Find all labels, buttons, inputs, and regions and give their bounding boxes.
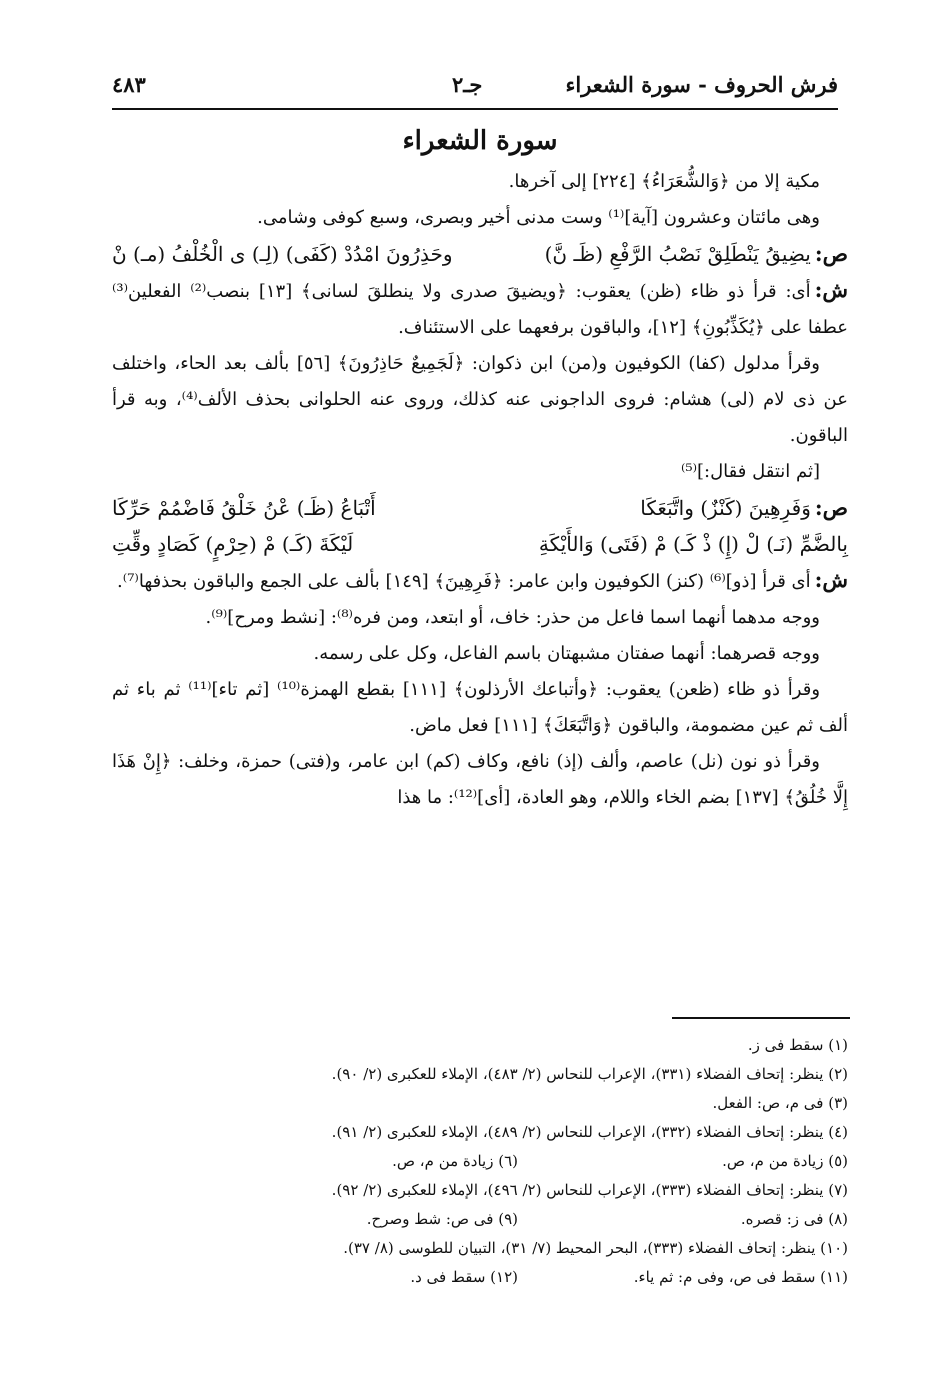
verse-second-hemistich: وحَذِرُونَ امْدُدْ (كَفَى) (لِـ) ى الْخُلْفُ (مـ) نْ — [112, 242, 453, 266]
verse-first-hemistich — [545, 236, 848, 272]
running-header — [112, 66, 838, 106]
commentary-label: ش: — [814, 567, 848, 592]
footnote: (١٢) سقط فى د. — [410, 1268, 518, 1286]
verse-text: يضِيقُ يَنْطَلِقْ نَصْبُ الرَّفْعِ (ظَـ نَّ) — [544, 242, 811, 266]
footnote-separator — [672, 1017, 850, 1019]
paragraph: مكية إلا من ﴿وَالشُّعَرَاءُ﴾ [٢٢٤] إلى آخرها. — [508, 171, 820, 192]
poem-verse — [112, 236, 848, 272]
footnote-pair — [112, 1263, 848, 1292]
verse-text: وَفَرِهِينَ (كَنْزٌ) واتَّبَعَكَا — [640, 496, 811, 520]
paragraph: وقرأ مدلول (كفا) الكوفيون و(من) ابن ذكوان: ﴿لَجَمِيعٌ حَاذِرُونَ﴾ [٥٦] بألف بعد الحاء، واختلف عن ذى لام (لى) هشام: فروى الداجونى عنه كذلك، وروى عنه الحلوانى بحذف الألف⁽⁴⁾، وبه قرأ الباقون. — [112, 353, 848, 446]
footnote: (٨) فى ز: قصره. — [740, 1210, 848, 1228]
footnote: (٣) فى م، ص: الفعل. — [712, 1094, 848, 1112]
poem-verse — [112, 526, 848, 562]
commentary-text: أى قرأ [ذو]⁽⁶⁾ (كنز) الكوفيون وابن عامر: ﴿فَرِهِينَ﴾ [١٤٩] بألف على الجمع والباقون بحذفها⁽⁷⁾. — [117, 571, 811, 592]
footnote-pair — [112, 1147, 848, 1176]
header-title: فرش الحروف - سورة الشعراء — [565, 72, 838, 97]
footnotes — [112, 1031, 848, 1292]
verse-first-hemistich: بِالضَّمِّ (نَـ) لْ (إِ) ذْ كَـ) مْ (فَتَى) وَالأَيْكَةِ — [538, 532, 848, 556]
footnote: (٥) زيادة من م، ص. — [722, 1152, 848, 1170]
header-rule — [112, 108, 838, 110]
paragraph: وقرأ ذو ظاء (ظعن) يعقوب: ﴿وأتباعك الأرذلون﴾ [١١١] بقطع الهمزة⁽¹⁰⁾ [ثم تاء]⁽¹¹⁾ ثم باء ثم ألف ثم عين مضمومة، والباقون ﴿وَاتَّبَعَكَ﴾ [١١١] فعل ماض. — [112, 679, 848, 736]
footnote: (١) سقط فى ز. — [747, 1036, 848, 1054]
footnote: (١٠) ينظر: إتحاف الفضلاء (٣٣٣)، البحر المحيط (٧/ ٣١)، التبيان للطوسى (٨/ ٣٧). — [343, 1239, 848, 1257]
verse-label: ص: — [814, 241, 848, 266]
poem-verse — [112, 490, 848, 526]
verse-label: ص: — [814, 495, 848, 520]
sura-title: سورة الشعراء — [402, 126, 558, 156]
commentary-paragraph — [112, 562, 848, 600]
header-volume: جـ٢ — [452, 72, 483, 97]
paragraph: [ثم انتقل فقال:]⁽⁵⁾ — [680, 461, 820, 482]
paragraph: وهى مائتان وعشرون [آية]⁽¹⁾ وست مدنى أخير وبصرى، وسبع كوفى وشامى. — [257, 207, 820, 228]
paragraph: ووجه قصرهما: أنهما صفتان مشبهتان باسم الفاعل، وكل على رسمه. — [313, 643, 820, 664]
footnote: (١١) سقط فى ص، وفى م: ثم ياء. — [633, 1268, 848, 1286]
verse-second-hemistich: أَتْبَاعُ (ظَـ) عْنُ خَلْقُ فَاضْمُمْ حَرِّكَا — [112, 496, 376, 520]
paragraph: وقرأ ذو نون (نل) عاصم، وألف (إذ) نافع، وكاف (كم) ابن عامر، و(فتى) حمزة، وخلف: ﴿إِنْ هَذَا إِلَّا خُلُقُ﴾ [١٣٧] بضم الخاء واللام، وهو العادة، [أى]⁽¹²⁾: ما هذا — [112, 751, 848, 808]
footnote: (٧) ينظر: إتحاف الفضلاء (٣٣٣)، الإعراب للنحاس (٢/ ٤٩٦)، الإملاء للعكبرى (٢/ ٩٢). — [331, 1181, 848, 1199]
footnote: (٩) فى ص: شط وصرح. — [366, 1210, 518, 1228]
footnote: (٤) ينظر: إتحاف الفضلاء (٣٣٢)، الإعراب للنحاس (٢/ ٤٨٩)، الإملاء للعكبرى (٢/ ٩١). — [331, 1123, 848, 1141]
commentary-text: أى: قرأ ذو ظاء (ظن) يعقوب: ﴿ويضيقَ صدرى ولا ينطلقَ لسانى﴾ [١٣] بنصب⁽²⁾ الفعلين⁽³⁾ عطفا على ﴿يُكَذِّبُونِ﴾ [١٢]، والباقون برفعهما على الاستئناف. — [112, 281, 848, 338]
footnote: (٦) زيادة من م، ص. — [392, 1152, 518, 1170]
commentary-paragraph — [112, 272, 848, 346]
paragraph: ووجه مدهما أنهما اسما فاعل من حذر: خاف، أو ابتعد، ومن فره⁽⁸⁾: [نشط ومرح]⁽⁹⁾. — [205, 607, 820, 628]
footnote-pair — [112, 1205, 848, 1234]
commentary-label: ش: — [814, 277, 848, 302]
page-number: ٤٨٣ — [112, 72, 146, 97]
verse-second-hemistich: لَيْكَةَ (كَـ) مْ (حِرْمٍ) كَصَادٍ وقِّتِ — [112, 532, 354, 556]
main-text — [112, 118, 848, 816]
verse-first-hemistich — [640, 490, 848, 526]
footnote: (٢) ينظر: إتحاف الفضلاء (٣٣١)، الإعراب للنحاس (٢/ ٤٨٣)، الإملاء للعكبرى (٢/ ٩٠). — [331, 1065, 848, 1083]
